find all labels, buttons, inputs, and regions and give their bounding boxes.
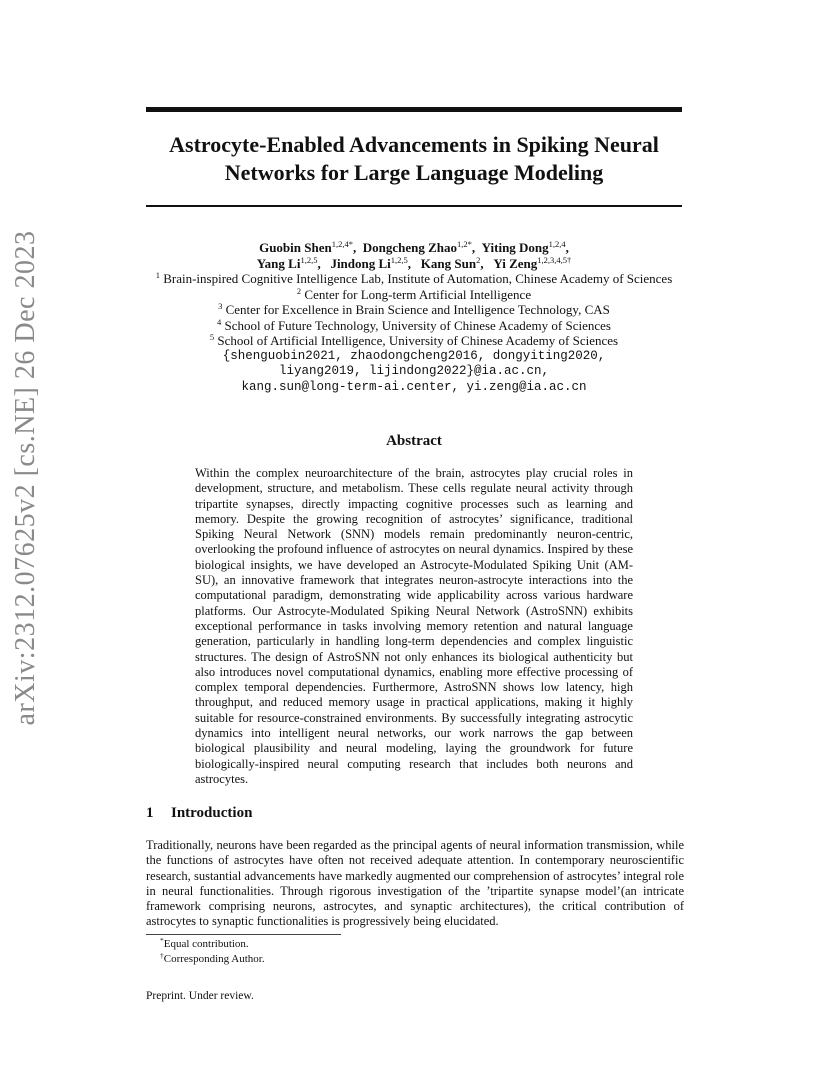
- title-rule-bottom: [146, 205, 682, 207]
- footnote-rule: [146, 934, 341, 935]
- email-line: liyang2019, lijindong2022}@ia.ac.cn,: [278, 364, 550, 378]
- footnote: *Equal contribution.: [160, 936, 249, 950]
- author-mark: *: [348, 239, 353, 249]
- section-title: Introduction: [171, 805, 253, 821]
- paper-title: Astrocyte-Enabled Advancements in Spiking Neural Networks for Large Language Modeling: [169, 132, 659, 185]
- arxiv-id: arXiv:2312.07625v2 [cs.NE] 26 Dec 2023: [10, 230, 41, 726]
- footnotes: [160, 937, 265, 967]
- section-number: 1: [146, 805, 154, 821]
- introduction-text: Traditionally, neurons have been regarded as the principal agents of neural information transmission, while the functions of astrocytes have often not received adequate attention. In contemporary neuroscientific research, sustantial advancements have markedly augmented our comprehension of astrocytes’ integral role in neural functionalities. Through rigorous investigation of the ’tripartite synapse model’(an intricate framework comprising neurons, astrocytes, and synaptic architectures), the critical contribution of astrocytes to synaptic functionalities is progressively being elucidated.: [146, 838, 684, 929]
- author-line-1: Guobin Shen$^{1,2,4*}$, Dongcheng Zhao$^{1,2*}$, Yiting Dong$^{1,2,4}$,: [259, 239, 569, 255]
- author-name: Yi Zeng: [493, 255, 538, 271]
- author-sup: 1,2,5: [390, 254, 408, 265]
- abstract-text: Within the complex neuroarchitecture of the brain, astrocytes play crucial roles in development, structure, and metabolism. These cells regulate neural activity through tripartite synapses, directly impacting cognitive processes such as learning and memory. Despite the growing recognition of astrocytes’ significance, traditional Spiking Neural Network (SNN) models remain predominantly neuron-centric, overlooking the profound influence of astrocytes on neural dynamics. Inspired by these biological insights, we have developed an Astrocyte-Modulated Spiking Unit (AM-SU), an innovative framework that integrates neuron-astrocyte interactions into the computational paradigm, demonstrating wide applicability across various hardware platforms. Our Astrocyte-Modulated Spiking Neural Network (AstroSNN) exhibits exceptional performance in tasks involving memory retention and natural language generation, particularly in handling long-term dependencies and complex linguistic structures. The design of AstroSNN not only enhances its biological authenticity but also introduces novel computational dynamics, enabling more effective processing of complex temporal dependencies. Furthermore, AstroSNN shows low latency, high throughput, and reduced memory usage in practical applications, making it highly suitable for resource-constrained environments. By successfully integrating astrocytic dynamics into intelligent neural networks, our work narrows the gap between biological plausibility and neural modeling, laying the groundwork for future biologically-inspired neural computing research that includes both neurons and astrocytes.: [195, 466, 633, 786]
- author-sup: 1,2,5: [300, 254, 318, 265]
- affiliation: $^5$ School of Artificial Intelligence, University of Chinese Academy of Sciences: [209, 332, 619, 348]
- section-heading: [146, 805, 252, 822]
- author-name: Yiting Dong: [481, 240, 549, 255]
- author-block: [146, 240, 682, 395]
- author-sup: 1,2: [456, 239, 468, 249]
- affiliation: $^3$ Center for Excellence in Brain Science and Intelligence Technology, CAS: [218, 301, 610, 317]
- email-line: kang.sun@long-term-ai.center, yi.zeng@ia.ac.cn: [241, 379, 587, 394]
- author-name: Guobin Shen: [259, 240, 332, 255]
- author-line-2: Yang Li$^{1,2,5}$, Jindong Li$^{1,2,5}$, Kang Sun$^2$, Yi Zeng$^{1,2,3,4,5\dagger}$: [256, 254, 572, 271]
- affiliation: $^1$ Brain-inspired Cognitive Intelligence Lab, Institute of Automation, Chinese Academy of Sciences: [155, 270, 673, 286]
- footnote: †Corresponding Author.: [160, 951, 265, 965]
- author-sup: 1,2,3,4,5†: [537, 254, 572, 265]
- preprint-note: Preprint. Under review.: [146, 990, 254, 1002]
- author-name: Kang Sun: [420, 255, 477, 271]
- author-mark: *: [467, 239, 472, 249]
- author-name: Yang Li: [256, 255, 301, 271]
- author-sup: 2: [476, 254, 481, 265]
- email-line: {shenguobin2021, zhaodongcheng2016, dongyiting2020,: [222, 348, 606, 363]
- author-sup: 1,2,4: [331, 239, 349, 249]
- affiliation: $^2$ Center for Long-term Artificial Intelligence: [296, 285, 532, 302]
- author-name: Jindong Li: [330, 255, 391, 271]
- author-name: Dongcheng Zhao: [362, 240, 457, 255]
- affiliation: $^4$ School of Future Technology, University of Chinese Academy of Sciences: [217, 316, 611, 333]
- author-sup: 1,2,4: [548, 239, 566, 249]
- abstract-heading: Abstract: [386, 433, 442, 449]
- title-rule-top: [146, 107, 682, 112]
